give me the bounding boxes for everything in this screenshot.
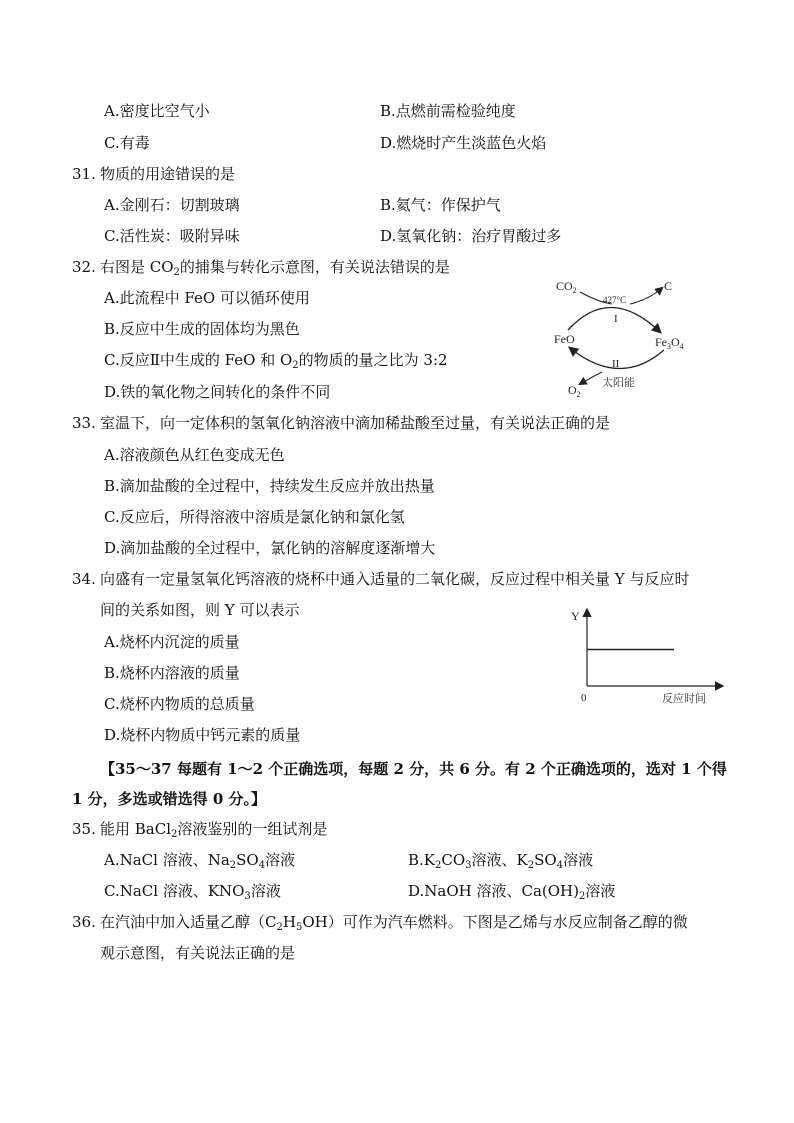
- q33-stem: 室温下，向一定体积的氢氧化钠溶液中滴加稀盐酸至过量，有关说法正确的是: [100, 414, 611, 432]
- q36-number: 36.: [72, 913, 96, 931]
- q34-option-a: A.烧杯内沉淀的质量: [104, 633, 240, 651]
- section-note-line2: 1 分，多选或错选得 0 分。】: [72, 790, 267, 808]
- q31-stem: 物质的用途错误的是: [100, 165, 236, 183]
- q34-stem-line1: 向盛有一定量氢氧化钙溶液的烧杯中通入适量的二氧化碳，反应过程中相关量 Y 与反应时: [100, 570, 690, 588]
- q32-stem: 右图是 $CO_2$的捕集与转化示意图，有关说法错误的是: [100, 258, 450, 278]
- q32-option-d: D.铁的氧化物之间转化的条件不同: [104, 383, 331, 401]
- o2-output-arrow: [580, 372, 602, 384]
- y-vs-time-graph: [562, 602, 732, 712]
- q32-number: 32.: [72, 258, 96, 276]
- q33-option-a: A.溶液颜色从红色变成无色: [104, 446, 285, 464]
- q35-option-b: $B.K_2CO_3$溶液、$K_2SO_4$溶液: [408, 851, 594, 871]
- q36-stem-line1: 在汽油中加入适量乙醇$(C_2H_5OH)$可作为汽车燃料。下图是乙烯与水反应制备乙醇的微: [100, 913, 688, 933]
- temperature-label: 427°C: [603, 295, 627, 305]
- c-output-arrow: [630, 288, 662, 304]
- q32-option-a: A.此流程中 FeO 可以循环使用: [104, 289, 310, 307]
- q30-option-c: C.有毒: [104, 134, 150, 152]
- q33-number: 33.: [72, 414, 96, 432]
- y-axis-label: Y: [571, 609, 580, 623]
- q33-option-d: D.滴加盐酸的全过程中，氯化钠的溶解度逐渐增大: [104, 539, 436, 557]
- q31-option-b: B.氦气：作保护气: [380, 196, 501, 214]
- origin-label: 0: [581, 692, 587, 704]
- q35-stem: 能用 BaCl$_2$溶液鉴别的一组试剂是: [100, 820, 328, 840]
- q34-stem-line2: 间的关系如图，则 Y 可以表示: [100, 601, 300, 619]
- q30-option-b: B.点燃前需检验纯度: [380, 102, 516, 120]
- q36-stem-line2: 观示意图，有关说法正确的是: [100, 944, 296, 962]
- q30-option-a: A.密度比空气小: [104, 102, 210, 120]
- solar-energy-label: 太阳能: [602, 377, 635, 389]
- q35-option-a: A.NaCl 溶液、$Na_2SO_4$溶液: [104, 851, 296, 871]
- q34-option-b: B.烧杯内溶液的质量: [104, 664, 240, 682]
- reaction-ii-label: II: [612, 358, 620, 370]
- q32-option-b: B.反应中生成的固体均为黑色: [104, 320, 300, 338]
- feo-label: FeO: [554, 332, 575, 346]
- reaction-i-label: I: [614, 313, 618, 325]
- q35-option-c: C.NaCl 溶液、$KNO_3$溶液: [104, 882, 281, 902]
- q32-option-c: C.反应Ⅱ中生成的 FeO 和 $O_2$的物质的量之比为 3:2: [104, 351, 448, 371]
- q35-option-d: D.NaOH 溶液、$Ca(OH)_2$溶液: [408, 882, 616, 902]
- q34-option-c: C.烧杯内物质的总质量: [104, 695, 255, 713]
- q31-option-c: C.活性炭：吸附异味: [104, 227, 240, 245]
- q33-option-b: B.滴加盐酸的全过程中，持续发生反应并放出热量: [104, 477, 435, 495]
- q33-option-c: C.反应后，所得溶液中溶质是氯化钠和氯化氢: [104, 508, 405, 526]
- q35-number: 35.: [72, 820, 96, 838]
- q30-option-d: D.燃烧时产生淡蓝色火焰: [380, 134, 547, 152]
- q31-option-a: A.金刚石：切割玻璃: [104, 196, 240, 214]
- co2-capture-cycle-diagram: [540, 276, 710, 400]
- o2-label: $O_2$: [568, 383, 581, 399]
- x-axis-label: 反应时间: [662, 693, 706, 705]
- q31-option-d: D.氢氧化钠：治疗胃酸过多: [380, 227, 562, 245]
- co2-label: $CO_2$: [556, 279, 577, 295]
- fe3o4-label: $Fe_3O_4$: [655, 335, 684, 351]
- q31-number: 31.: [72, 165, 96, 183]
- q34-option-d: D.烧杯内物质中钙元素的质量: [104, 726, 301, 744]
- c-label: C: [664, 279, 673, 293]
- q34-number: 34.: [72, 570, 96, 588]
- section-note-line1: 【35～37 每题有 1～2 个正确选项，每题 2 分，共 6 分。有 2 个正确选项的，选对 1 个得: [100, 760, 727, 778]
